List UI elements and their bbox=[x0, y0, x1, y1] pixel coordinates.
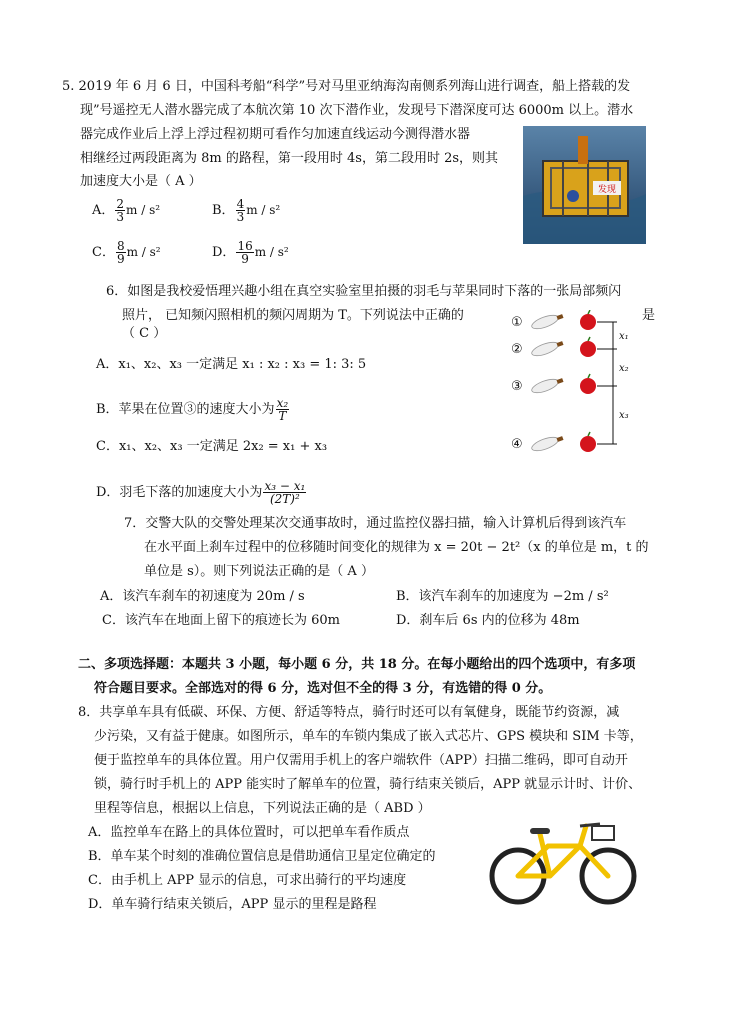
feather-icon bbox=[530, 377, 560, 396]
q6-option-a: A．x₁、x₂、x₃ 一定满足 x₁ : x₂ : x₃ = 1: 3: 5 bbox=[96, 357, 367, 372]
position-label-3: ③ bbox=[511, 379, 523, 394]
q8-line5: 里程等信息，根据以上信息，下列说法正确的是（ ABD ） bbox=[94, 801, 431, 816]
q6-option-b: B．苹果在位置③的速度大小为 $\frac{\text{x₂}}{T}$ bbox=[96, 396, 289, 423]
q8-option-b: B．单车某个时刻的准确位置信息是借助通信卫星定位确定的 bbox=[88, 849, 436, 864]
apple-icon bbox=[580, 341, 596, 357]
q8-option-d: D．单车骑行结束关锁后，APP 显示的里程是路程 bbox=[88, 897, 377, 912]
section2-heading-line1: 二、多项选择题：本题共 3 小题，每小题 6 分，共 18 分。在每小题给出的四个选项中，有多项 bbox=[78, 657, 636, 672]
x3-label: x₃ bbox=[619, 410, 629, 421]
bicycle-icon bbox=[488, 812, 638, 908]
q8-line2: 少污染，又有益于健康。如图所示，单车的车锁内集成了嵌入式芯片、GPS 模块和 SIM 卡等， bbox=[94, 729, 643, 744]
x1-label: x₁ bbox=[619, 331, 629, 342]
q5-line3: 器完成作业后上浮上浮过程初期可看作匀加速直线运动今测得潜水器 bbox=[80, 127, 471, 142]
q5-option-c: C． $\frac{8}{9}$ m / s² bbox=[92, 239, 161, 266]
q5-line2: 现”号遥控无人潜水器完成了本航次第 10 次下潜作业，发现号下潜深度可达 6000m 以上。潜水 bbox=[80, 103, 634, 118]
submarine-photo bbox=[523, 126, 646, 244]
position-label-1: ① bbox=[511, 315, 523, 330]
q8-option-c: C．由手机上 APP 显示的信息，可求出骑行的平均速度 bbox=[88, 873, 407, 888]
q7-line1: 7．交警大队的交警处理某次交通事故时，通过监控仪器扫描，输入计算机后得到该汽车 bbox=[124, 516, 627, 531]
q5-option-b: B． $\frac{4}{3}$ m / s² bbox=[212, 197, 281, 224]
x2-label: x₂ bbox=[619, 363, 629, 374]
q5-line4: 相继经过两段距离为 8m 的路程，第一段用时 4s，第二段用时 2s，则其 bbox=[80, 151, 499, 166]
q6-line1: 6．如图是我校爱悟理兴趣小组在真空实验室里拍摄的羽毛与苹果同时下落的一张局部频闪 bbox=[106, 284, 622, 299]
q7-option-a: A．该汽车刹车的初速度为 20m / s bbox=[100, 589, 305, 604]
q7-line2: 在水平面上刹车过程中的位移随时间变化的规律为 x = 20t − 2t²（x 的单位是 m，t 的 bbox=[144, 540, 649, 555]
apple-icon bbox=[580, 314, 596, 330]
q8-line1: 8．共享单车具有低碳、环保、方便、舒适等特点，骑行时还可以有氧健身，既能节约资源，减 bbox=[78, 705, 620, 720]
position-label-4: ④ bbox=[511, 437, 523, 452]
q8-line4: 锁，骑行时手机上的 APP 能实时了解单车的位置，骑行结束关锁后，APP 就显示计时、计价、 bbox=[94, 777, 642, 792]
submarine-label: 发现 bbox=[597, 185, 617, 195]
q5-line5: 加速度大小是（ A ） bbox=[80, 174, 202, 189]
feather-icon bbox=[530, 340, 560, 359]
q6-option-d: D．羽毛下落的加速度大小为 $\frac{\text{x₃ − x₁}}{\text{(2T)²}}$ bbox=[96, 479, 306, 506]
position-label-2: ② bbox=[511, 342, 523, 357]
q5-option-a: A． $\frac{2}{3}$ m / s² bbox=[92, 197, 161, 224]
q5-line1: 5. 2019 年 6 月 6 日，中国科考船“科学”号对马里亚纳海沟南侧系列海山进行调查，船上搭载的发 bbox=[62, 79, 631, 94]
q6-line2b: 是 bbox=[642, 308, 656, 323]
q5-option-d: D． $\frac{16}{9}$ m / s² bbox=[212, 239, 289, 266]
q7-option-d: D．刹车后 6s 内的位移为 48m bbox=[396, 613, 580, 628]
apple-icon bbox=[580, 378, 596, 394]
q8-line3: 便于监控单车的具体位置。用户仅需用手机上的客户端软件（APP）扫描二维码，即可自动开 bbox=[94, 753, 628, 768]
strobe-figure bbox=[505, 310, 645, 455]
apple-icon bbox=[580, 436, 596, 452]
q8-option-a: A．监控单车在路上的具体位置时，可以把单车看作质点 bbox=[88, 825, 410, 840]
section2-heading-line2: 符合题目要求。全部选对的得 6 分，选对但不全的得 3 分，有选错的得 0 分。 bbox=[94, 681, 552, 696]
q6-line2a: 照片， 已知频闪照相机的频闪周期为 T。下列说法中正确的 bbox=[122, 308, 464, 323]
q6-option-c: C．x₁、x₂、x₃ 一定满足 2x₂ = x₁ + x₃ bbox=[96, 439, 328, 454]
feather-icon bbox=[530, 313, 560, 332]
q7-line3: 单位是 s）。则下列说法正确的是（ A ） bbox=[144, 564, 374, 579]
feather-icon bbox=[530, 435, 560, 454]
q7-option-c: C．该汽车在地面上留下的痕迹长为 60m bbox=[102, 613, 340, 628]
q6-answer: （ C ） bbox=[122, 326, 167, 341]
q7-option-b: B．该汽车刹车的加速度为 −2m / s² bbox=[396, 589, 609, 604]
